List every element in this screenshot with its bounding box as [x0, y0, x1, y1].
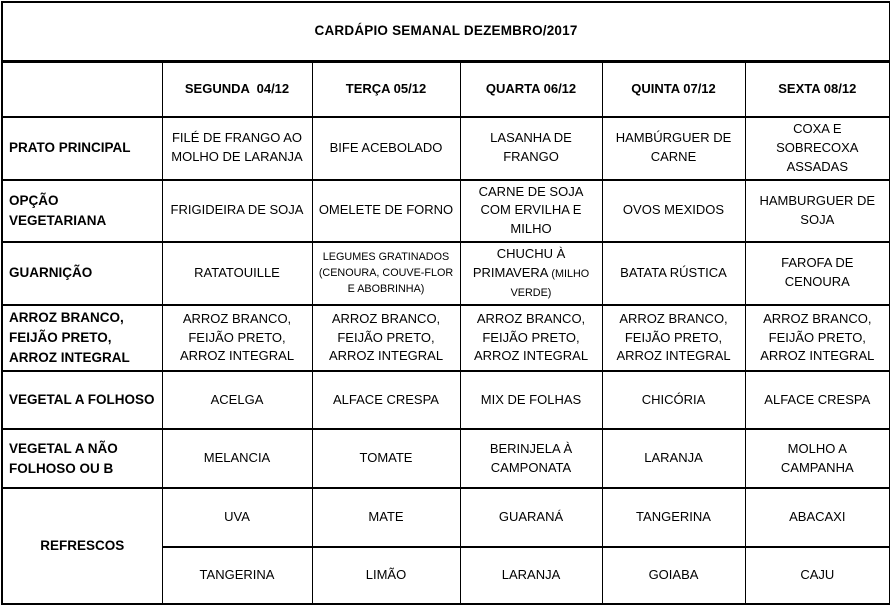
table-row	[2, 305, 890, 372]
table-row	[2, 117, 890, 180]
row-label-arroz-feijao: ARROZ BRANCO, FEIJÃO PRETO, ARROZ INTEGRAL	[2, 305, 162, 372]
menu-cell: CARNE DE SOJA COM ERVILHA E MILHO	[460, 180, 602, 243]
menu-cell: BERINJELA À CAMPONATA	[460, 429, 602, 488]
menu-cell: ARROZ BRANCO, FEIJÃO PRETO, ARROZ INTEGRAL	[745, 305, 890, 372]
menu-cell: LARANJA	[460, 547, 602, 604]
weekly-menu-table	[1, 1, 890, 605]
menu-cell: LARANJA	[602, 429, 745, 488]
table-row	[2, 2, 890, 61]
menu-cell: MATE	[312, 488, 460, 547]
menu-cell: TANGERINA	[602, 488, 745, 547]
menu-cell: OVOS MEXIDOS	[602, 180, 745, 243]
menu-cell: COXA E SOBRECOXA ASSADAS	[745, 117, 890, 180]
menu-cell: BIFE ACEBOLADO	[312, 117, 460, 180]
menu-cell: ALFACE CRESPA	[312, 371, 460, 429]
menu-cell: LIMÃO	[312, 547, 460, 604]
menu-cell: TOMATE	[312, 429, 460, 488]
menu-cell: FAROFA DE CENOURA	[745, 242, 890, 305]
col-header-terca: TERÇA 05/12	[312, 61, 460, 117]
menu-cell: HAMBURGUER DE SOJA	[745, 180, 890, 243]
page-title: CARDÁPIO SEMANAL DEZEMBRO/2017	[2, 2, 890, 61]
menu-cell: UVA	[162, 488, 312, 547]
menu-cell: CAJU	[745, 547, 890, 604]
col-header-sexta: SEXTA 08/12	[745, 61, 890, 117]
menu-cell: BATATA RÚSTICA	[602, 242, 745, 305]
menu-cell: ARROZ BRANCO, FEIJÃO PRETO, ARROZ INTEGRAL	[312, 305, 460, 372]
menu-cell: RATATOUILLE	[162, 242, 312, 305]
row-label-vegetal-nao-folhoso: VEGETAL A NÃO FOLHOSO OU B	[2, 429, 162, 488]
menu-cell: FRIGIDEIRA DE SOJA	[162, 180, 312, 243]
menu-cell: MIX DE FOLHAS	[460, 371, 602, 429]
menu-cell: MELANCIA	[162, 429, 312, 488]
menu-cell: ARROZ BRANCO, FEIJÃO PRETO, ARROZ INTEGRAL	[162, 305, 312, 372]
menu-cell-main: CHUCHU À PRIMAVERA	[472, 246, 566, 280]
row-label-vegetal-folhoso: VEGETAL A FOLHOSO	[2, 371, 162, 429]
menu-cell: ALFACE CRESPA	[745, 371, 890, 429]
menu-cell-note: (MILHO VERDE)	[510, 267, 590, 299]
menu-cell: FILÉ DE FRANGO AO MOLHO DE LARANJA	[162, 117, 312, 180]
col-header-quinta: QUINTA 07/12	[602, 61, 745, 117]
table-row	[2, 371, 890, 429]
row-label-refrescos: REFRESCOS	[2, 488, 162, 604]
row-label-guarnicao: GUARNIÇÃO	[2, 242, 162, 305]
menu-cell	[460, 242, 602, 305]
menu-cell: GOIABA	[602, 547, 745, 604]
col-header-segunda: SEGUNDA 04/12	[162, 61, 312, 117]
table-row	[2, 180, 890, 243]
col-header-quarta: QUARTA 06/12	[460, 61, 602, 117]
menu-cell: GUARANÁ	[460, 488, 602, 547]
table-row	[2, 488, 890, 547]
menu-cell: LASANHA DE FRANGO	[460, 117, 602, 180]
menu-cell: LEGUMES GRATINADOS (CENOURA, COUVE-FLOR E ABOBRINHA)	[312, 242, 460, 305]
menu-cell: OMELETE DE FORNO	[312, 180, 460, 243]
table-row	[2, 242, 890, 305]
table-row	[2, 61, 890, 117]
menu-cell: TANGERINA	[162, 547, 312, 604]
menu-cell: ARROZ BRANCO, FEIJÃO PRETO, ARROZ INTEGRAL	[460, 305, 602, 372]
menu-cell: CHICÓRIA	[602, 371, 745, 429]
menu-cell: MOLHO A CAMPANHA	[745, 429, 890, 488]
corner-cell	[2, 61, 162, 117]
table-row	[2, 429, 890, 488]
row-label-prato-principal: PRATO PRINCIPAL	[2, 117, 162, 180]
menu-cell: HAMBÚRGUER DE CARNE	[602, 117, 745, 180]
menu-cell: ARROZ BRANCO, FEIJÃO PRETO, ARROZ INTEGRAL	[602, 305, 745, 372]
menu-cell: ACELGA	[162, 371, 312, 429]
row-label-opcao-vegetariana: OPÇÃO VEGETARIANA	[2, 180, 162, 243]
menu-cell: ABACAXI	[745, 488, 890, 547]
